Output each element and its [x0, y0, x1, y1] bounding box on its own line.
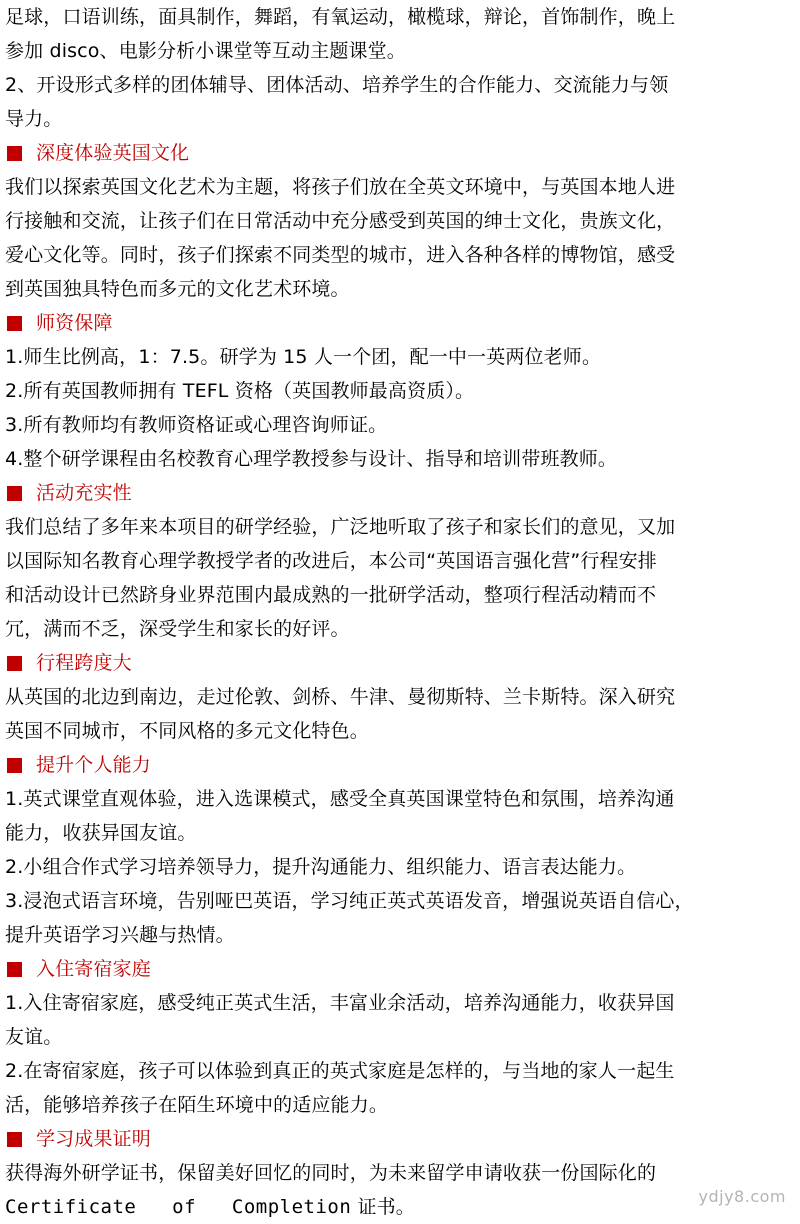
- section-heading-text: 学习成果证明: [36, 1128, 151, 1150]
- paragraph-line: 英国不同城市，不同风格的多元文化特色。: [5, 720, 369, 742]
- list-item: 4.整个研学课程由名校教育心理学教授参与设计、指导和培训带班教师。: [5, 448, 618, 470]
- square-bullet-icon: [7, 962, 22, 977]
- paragraph-line: 从英国的北边到南边，走过伦敦、剑桥、牛津、曼彻斯特、兰卡斯特。深入研究: [5, 686, 676, 708]
- list-item: 3.浸泡式语言环境，告别哑巴英语，学习纯正英式英语发音，增强说英语自信心，: [5, 890, 694, 912]
- list-item: 3.所有教师均有教师资格证或心理咨询师证。: [5, 414, 388, 436]
- list-item: 1.入住寄宿家庭，感受纯正英式生活，丰富业余活动，培养沟通能力，收获异国: [5, 992, 675, 1014]
- intro-line-1: 足球，口语训练，面具制作，舞蹈，有氧运动，橄榄球，辩论，首饰制作，晚上: [5, 6, 676, 28]
- certificate-word: of: [172, 1196, 197, 1218]
- list-item: 2.所有英国教师拥有 TEFL 资格（英国教师最高资质）。: [5, 380, 475, 402]
- paragraph-line: 冗，满而不乏，深受学生和家长的好评。: [5, 618, 350, 640]
- square-bullet-icon: [7, 656, 22, 671]
- section-heading-itinerary: [5, 646, 793, 680]
- section-heading-text: 提升个人能力: [36, 754, 151, 776]
- section-heading-teachers: [5, 306, 793, 340]
- list-item: 提升英语学习兴趣与热情。: [5, 924, 235, 946]
- square-bullet-icon: [7, 316, 22, 331]
- section-heading-abilities: [5, 748, 793, 782]
- square-bullet-icon: [7, 1132, 22, 1147]
- square-bullet-icon: [7, 146, 22, 161]
- certificate-line: [5, 1190, 793, 1224]
- paragraph-line: 到英国独具特色而多元的文化艺术环境。: [5, 278, 350, 300]
- section-heading-text: 深度体验英国文化: [36, 142, 190, 164]
- section-heading-culture: [5, 136, 793, 170]
- list-item: 活，能够培养孩子在陌生环境中的适应能力。: [5, 1094, 389, 1116]
- list-item: 2.小组合作式学习培养领导力，提升沟通能力、组织能力、语言表达能力。: [5, 856, 637, 878]
- list-item: 友谊。: [5, 1026, 63, 1048]
- list-item: 1.英式课堂直观体验，进入选课模式，感受全真英国课堂特色和氛围，培养沟通: [5, 788, 675, 810]
- section-heading-activities: [5, 476, 793, 510]
- paragraph-line: 行接触和交流，让孩子们在日常活动中充分感受到英国的绅士文化，贵族文化，: [5, 210, 676, 232]
- section-heading-text: 师资保障: [36, 312, 113, 334]
- square-bullet-icon: [7, 486, 22, 501]
- certificate-suffix: 证书。: [357, 1196, 415, 1218]
- site-watermark: ydjy8.com: [698, 1187, 786, 1206]
- section-heading-homestay: [5, 952, 793, 986]
- section-heading-text: 活动充实性: [36, 482, 132, 504]
- intro-line-2: 参加 disco、电影分析小课堂等互动主题课堂。: [5, 40, 406, 62]
- list-item: 1.师生比例高，1：7.5。研学为 15 人一个团，配一中一英两位老师。: [5, 346, 602, 368]
- section-heading-text: 行程跨度大: [36, 652, 132, 674]
- paragraph-line: 我们以探索英国文化艺术为主题，将孩子们放在全英文环境中，与英国本地人进: [5, 176, 676, 198]
- paragraph-line: 爱心文化等。同时，孩子们探索不同类型的城市，进入各种各样的博物馆，感受: [5, 244, 676, 266]
- intro-line-3: 2、开设形式多样的团体辅导、团体活动、培养学生的合作能力、交流能力与领: [5, 74, 669, 96]
- certificate-word: Completion: [231, 1196, 352, 1218]
- paragraph-line: 我们总结了多年来本项目的研学经验，广泛地听取了孩子和家长们的意见，又加: [5, 516, 676, 538]
- document-body: [5, 0, 793, 1224]
- paragraph-line: 和活动设计已然跻身业界范围内最成熟的一批研学活动，整项行程活动精而不: [5, 584, 657, 606]
- paragraph-line: 获得海外研学证书，保留美好回忆的同时，为未来留学申请收获一份国际化的: [5, 1162, 657, 1184]
- square-bullet-icon: [7, 758, 22, 773]
- paragraph-line: 以国际知名教育心理学教授学者的改进后，本公司“英国语言强化营”行程安排: [5, 550, 657, 572]
- intro-line-4: 导力。: [5, 108, 63, 130]
- list-item: 2.在寄宿家庭，孩子可以体验到真正的英式家庭是怎样的，与当地的家人一起生: [5, 1060, 675, 1082]
- section-heading-text: 入住寄宿家庭: [36, 958, 151, 980]
- certificate-word: Certificate: [5, 1196, 137, 1218]
- list-item: 能力，收获异国友谊。: [5, 822, 197, 844]
- section-heading-certificate: [5, 1122, 793, 1156]
